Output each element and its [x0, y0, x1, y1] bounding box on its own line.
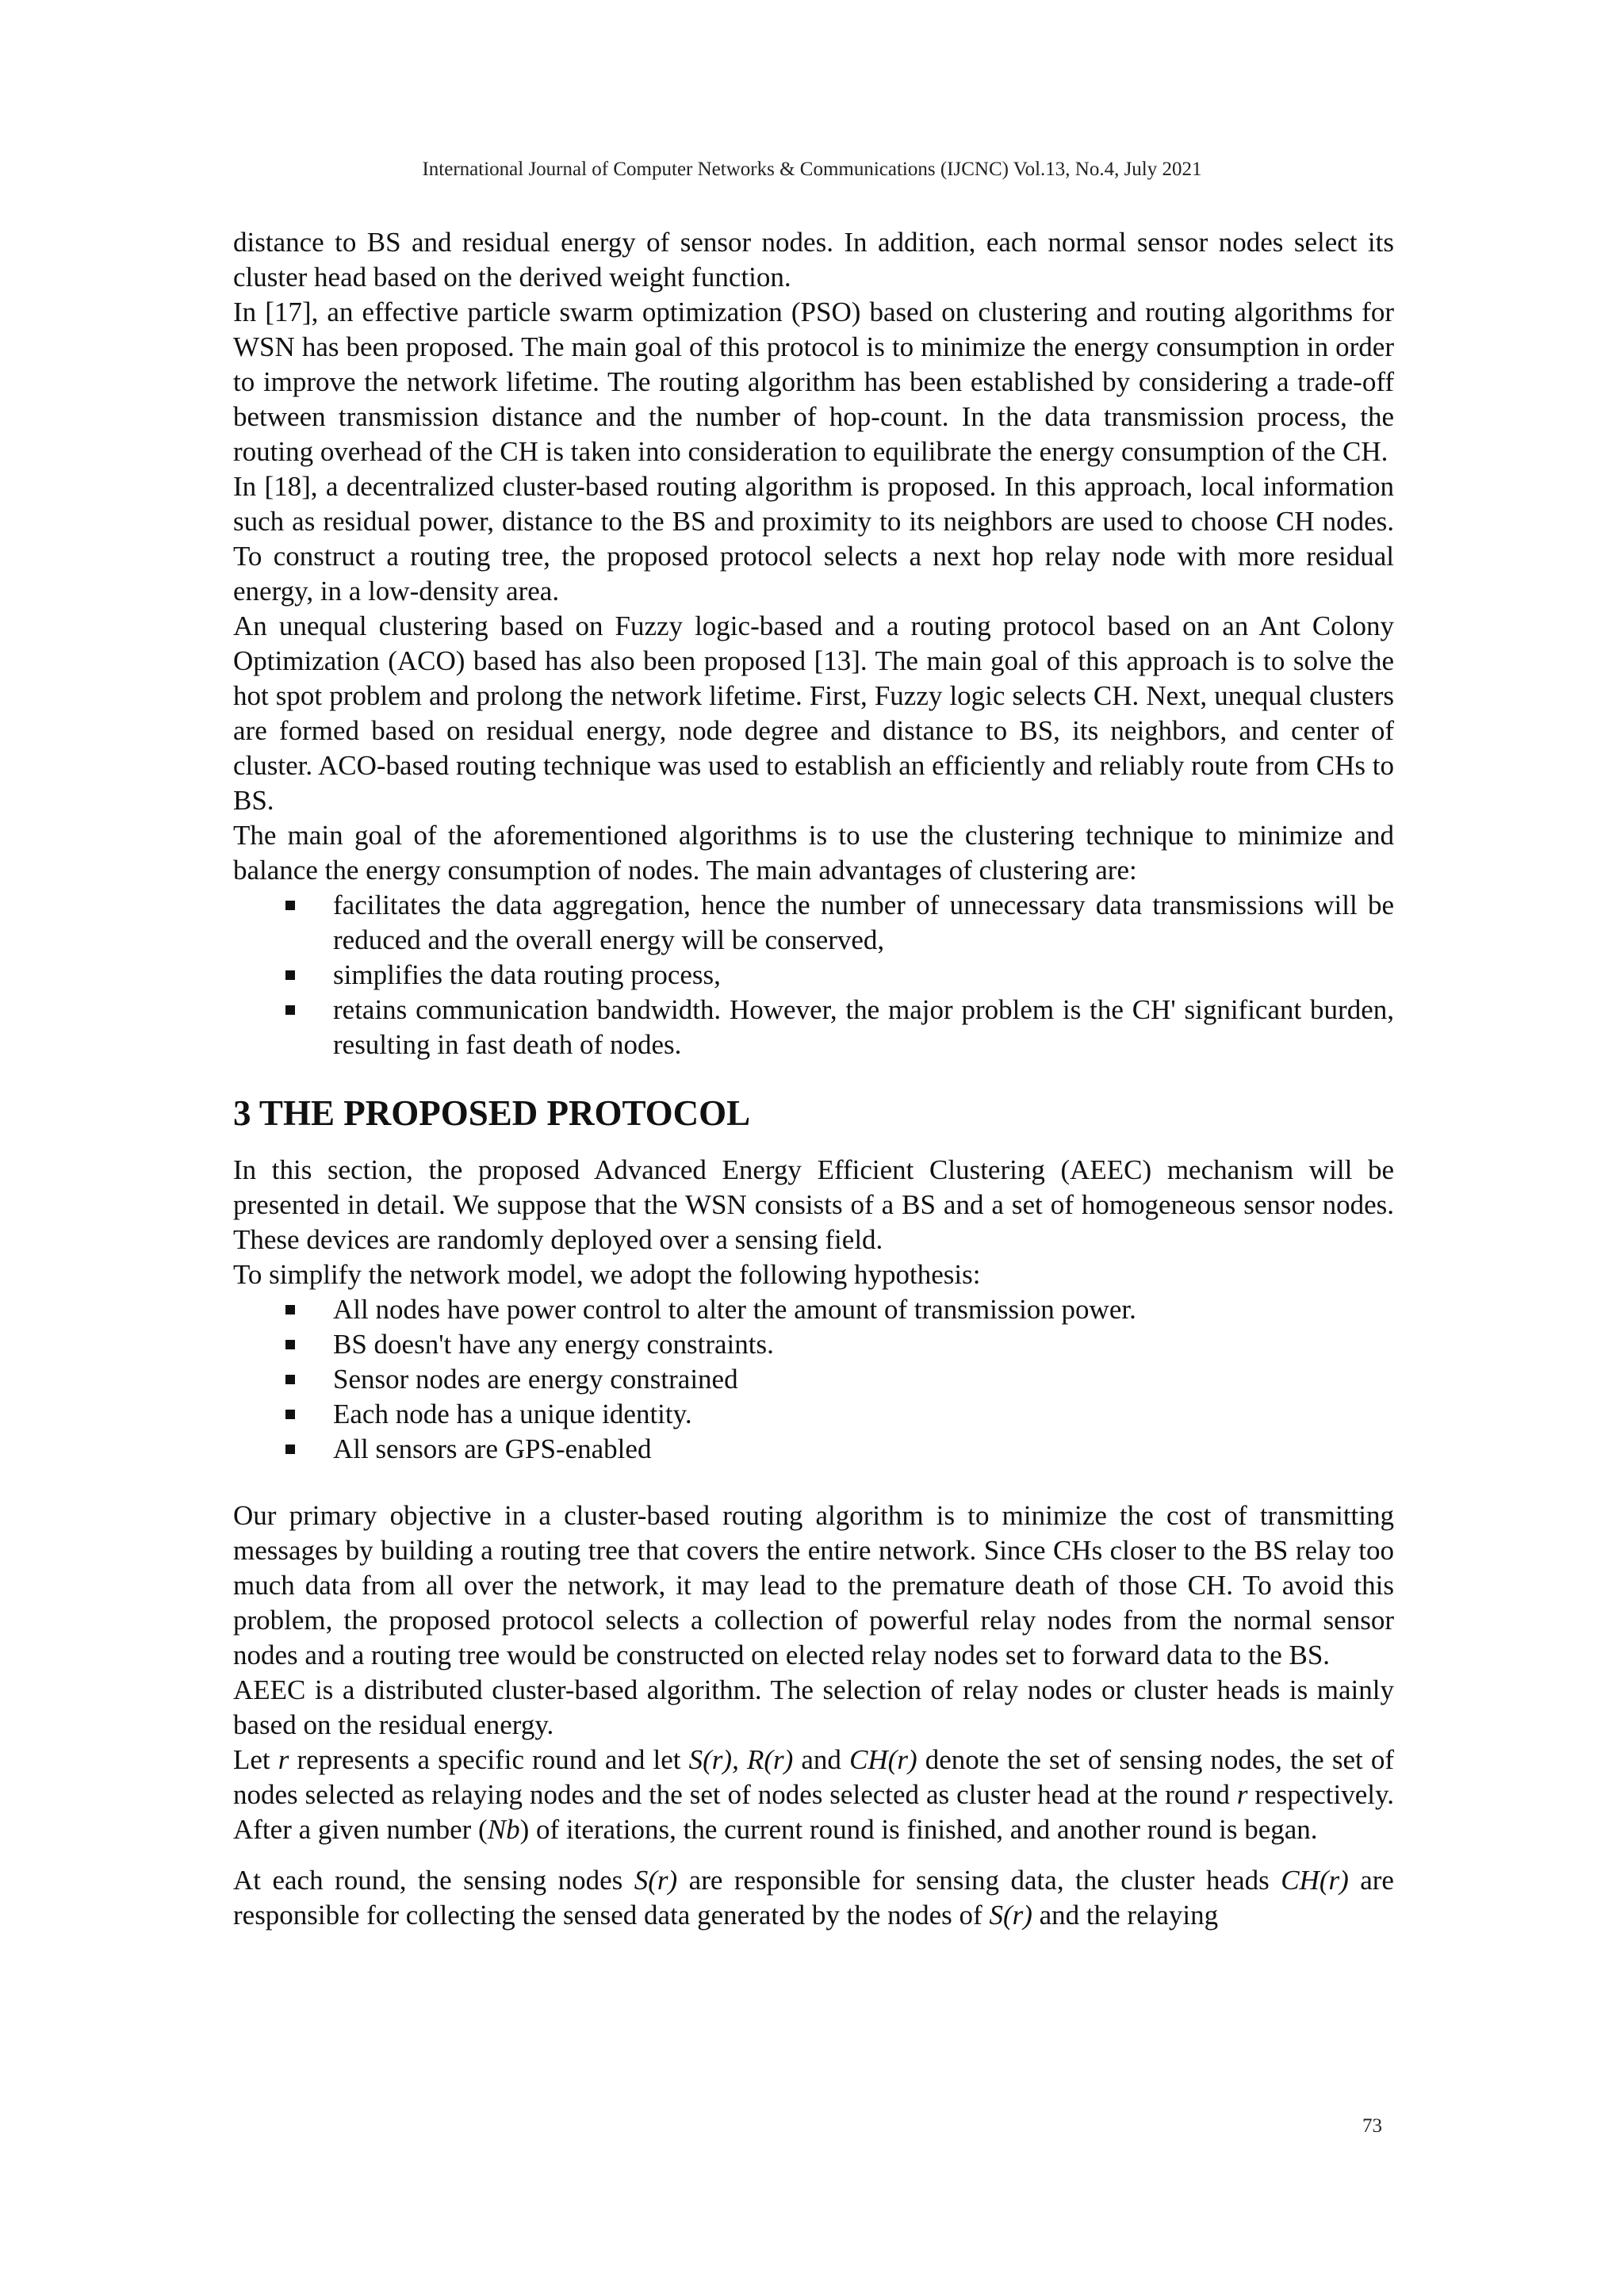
paragraph: Our primary objective in a cluster-based routing algorithm is to minimize the cost of transmitting messages by building a routing tree that covers the entire network. Since CHs closer to the BS relay too much data from all over the network, it may lead to the premature death of those CH. To avoid this problem, the proposed protocol selects a collection of powerful relay nodes from the normal sensor nodes and a routing tree would be constructed on elected relay nodes set to forward data to the BS. — [233, 1500, 1394, 1670]
square-bullet-icon — [285, 1340, 295, 1349]
text-run: respectively. After a given number ( — [233, 1779, 1394, 1845]
page-body — [233, 225, 1394, 1933]
list-item-text: Each node has a unique identity. — [333, 1399, 692, 1429]
math-variable: S(r) — [634, 1865, 678, 1896]
hypotheses-list — [233, 1292, 1394, 1467]
math-variable: Nb — [487, 1814, 520, 1845]
math-variable: r — [278, 1744, 289, 1775]
square-bullet-icon — [285, 1410, 295, 1419]
math-variable: S(r) — [989, 1900, 1032, 1931]
text-run: and the relaying — [1032, 1900, 1219, 1931]
text-run: and — [793, 1744, 850, 1775]
list-item — [233, 1397, 1394, 1432]
text-run: represents a specific round and let — [289, 1744, 689, 1775]
text-run: ) of iterations, the current round is finished, and another round is began. — [519, 1814, 1318, 1845]
list-item-text: All sensors are GPS-enabled — [333, 1433, 652, 1464]
page-number: 73 — [1362, 2115, 1382, 2137]
square-bullet-icon — [285, 1445, 295, 1454]
advantages-list — [233, 888, 1394, 1062]
text-run: Let — [233, 1744, 278, 1775]
paragraph: To simplify the network model, we adopt the following hypothesis: — [233, 1259, 981, 1290]
text-run: denote the set of sensing nodes, the set of nodes selected as relaying nodes and the set of nodes selected as cluster head at the round — [233, 1744, 1394, 1810]
square-bullet-icon — [285, 1005, 295, 1015]
running-header: International Journal of Computer Networks & Communications (IJCNC) Vol.13, No.4, July 2021 — [422, 159, 1202, 180]
paragraph: In [18], a decentralized cluster-based routing algorithm is proposed. In this approach, local information such as residual power, distance to the BS and proximity to its neighbors are used to choose CH nodes. To construct a routing tree, the proposed protocol selects a next hop relay node with more residual energy, in a low-density area. — [233, 471, 1394, 607]
paragraph — [233, 1743, 1394, 1847]
list-item-text: simplifies the data routing process, — [333, 959, 721, 990]
list-item-text: Sensor nodes are energy constrained — [333, 1364, 738, 1395]
square-bullet-icon — [285, 970, 295, 980]
list-item-text: All nodes have power control to alter the amount of transmission power. — [333, 1294, 1136, 1325]
paragraph: AEEC is a distributed cluster-based algorithm. The selection of relay nodes or cluster heads is mainly based on the residual energy. — [233, 1674, 1394, 1740]
paragraph — [233, 1863, 1394, 1933]
paragraph: The main goal of the aforementioned algorithms is to use the clustering technique to minimize and balance the energy consumption of nodes. The main advantages of clustering are: — [233, 820, 1394, 886]
list-item-text: BS doesn't have any energy constraints. — [333, 1329, 774, 1360]
paragraph: In this section, the proposed Advanced Energy Efficient Clustering (AEEC) mechanism will be presented in detail. We suppose that the WSN consists of a BS and a set of homogeneous sensor nodes. These devices are randomly deployed over a sensing field. — [233, 1154, 1394, 1255]
section-heading: 3 THE PROPOSED PROTOCOL — [233, 1093, 751, 1133]
math-variable: CH(r) — [849, 1744, 917, 1775]
paragraph: An unequal clustering based on Fuzzy logic-based and a routing protocol based on an Ant Colony Optimization (ACO) based has also been proposed [13]. The main goal of this approach is to solve the hot spot problem and prolong the network lifetime. First, Fuzzy logic selects CH. Next, unequal clusters are formed based on residual energy, node degree and distance to BS, its neighbors, and center of cluster. ACO-based routing technique was used to establish an efficiently and reliably route from CHs to BS. — [233, 610, 1394, 816]
text-run: are responsible for collecting the sensed data generated by the nodes of — [233, 1865, 1394, 1931]
list-item — [233, 958, 1394, 993]
square-bullet-icon — [285, 1375, 295, 1384]
list-item — [233, 993, 1394, 1062]
text-run: At each round, the sensing nodes — [233, 1865, 634, 1896]
math-variable: r — [1236, 1779, 1248, 1810]
list-item — [233, 1327, 1394, 1362]
square-bullet-icon — [285, 1305, 295, 1314]
square-bullet-icon — [285, 901, 295, 910]
list-item — [233, 1362, 1394, 1397]
list-item-text: facilitates the data aggregation, hence the number of unnecessary data transmissions will be reduced and the overall energy will be conserved, — [333, 890, 1394, 955]
paragraph: In [17], an effective particle swarm optimization (PSO) based on clustering and routing algorithms for WSN has been proposed. The main goal of this protocol is to minimize the energy consumption in order to improve the network lifetime. The routing algorithm has been established by considering a trade-off between transmission distance and the number of hop-count. In the data transmission process, the routing overhead of the CH is taken into consideration to equilibrate the energy consumption of the CH. — [233, 297, 1394, 467]
list-item — [233, 1292, 1394, 1327]
text-run: are responsible for sensing data, the cluster heads — [677, 1865, 1281, 1896]
list-item-text: retains communication bandwidth. However, the major problem is the CH' significant burden, resulting in fast death of nodes. — [333, 994, 1394, 1060]
list-item — [233, 888, 1394, 958]
list-item — [233, 1432, 1394, 1467]
math-variable: CH(r) — [1281, 1865, 1349, 1896]
paragraph: distance to BS and residual energy of sensor nodes. In addition, each normal sensor nodes select its cluster head based on the derived weight function. — [233, 227, 1394, 293]
math-variable: S(r), R(r) — [688, 1744, 794, 1775]
